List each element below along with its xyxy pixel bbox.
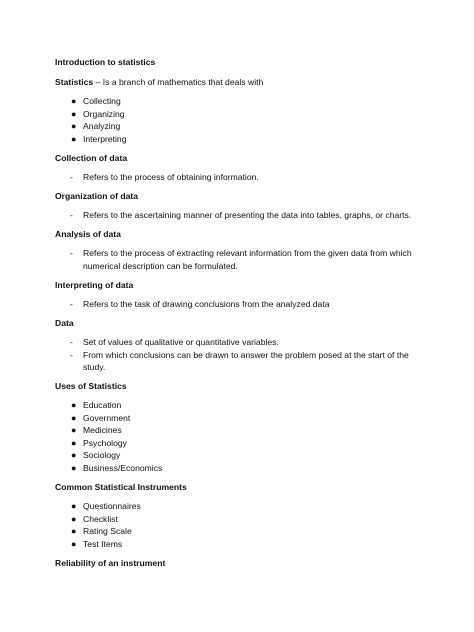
section-heading-collection: Collection of data xyxy=(55,153,128,163)
list-item: ● Education xyxy=(71,400,122,410)
list-item: ● Medicines xyxy=(71,425,122,436)
statistics-definition xyxy=(55,76,425,89)
list-item: ● Analyzing xyxy=(71,121,121,132)
bullet-icon: ● xyxy=(71,450,77,461)
bullet-icon: ● xyxy=(71,538,77,549)
list-item: - Refers to the process of obtaining information. xyxy=(70,172,259,182)
statistics-term: Statistics xyxy=(55,77,94,87)
bullet-icon: ● xyxy=(71,425,77,436)
list-item: ● Interpreting xyxy=(71,133,127,144)
list-item: ● Business/Economics xyxy=(71,462,163,473)
section-heading-analysis: Analysis of data xyxy=(55,229,121,239)
dash-marker: - xyxy=(70,299,73,309)
dash-marker: - xyxy=(70,172,73,182)
list-item: - From which conclusions can be drawn to answer the problem posed at the start of the study. xyxy=(70,349,409,373)
bullet-icon: ● xyxy=(71,96,77,106)
list-item: ● Collecting xyxy=(71,96,121,106)
section-heading-reliability: Reliability of an instrument xyxy=(55,558,166,568)
dash-marker: - xyxy=(70,337,73,347)
list-item: - Refers to the task of drawing conclusions from the analyzed data xyxy=(70,299,330,309)
data-list xyxy=(55,336,425,374)
bullet-icon: ● xyxy=(71,526,77,537)
bullet-icon: ● xyxy=(71,513,77,524)
list-item: ● Organizing xyxy=(71,108,125,119)
collection-list xyxy=(55,171,425,184)
document-title: Introduction to statistics xyxy=(55,57,156,67)
section-heading-instruments: Common Statistical Instruments xyxy=(55,482,187,492)
list-item: ● Checklist xyxy=(71,513,118,524)
section-heading-uses: Uses of Statistics xyxy=(55,381,127,391)
bullet-icon: ● xyxy=(71,133,77,144)
analysis-list xyxy=(55,247,425,272)
bullet-icon: ● xyxy=(71,400,77,410)
dash-marker: - xyxy=(70,349,73,360)
statistics-bullet-list xyxy=(55,95,425,145)
uses-bullet-list xyxy=(55,399,425,475)
list-item: ● Rating Scale xyxy=(71,526,132,537)
list-item: ● Government xyxy=(71,412,131,423)
section-heading-interpreting: Interpreting of data xyxy=(55,280,134,290)
instruments-bullet-list xyxy=(55,500,425,550)
bullet-icon: ● xyxy=(71,437,77,448)
bullet-icon: ● xyxy=(71,501,77,511)
bullet-icon: ● xyxy=(71,412,77,423)
bullet-icon: ● xyxy=(71,108,77,119)
section-heading-organization: Organization of data xyxy=(55,191,139,201)
interpreting-list xyxy=(55,298,425,311)
bullet-icon: ● xyxy=(71,462,77,473)
bullet-icon: ● xyxy=(71,121,77,132)
organization-list xyxy=(55,209,425,222)
list-item: ● Sociology xyxy=(71,450,121,461)
list-item: ● Questionnaires xyxy=(71,501,141,511)
list-item: ● Test Items xyxy=(71,538,123,549)
list-item: - Set of values of qualitative or quantitative variables. xyxy=(70,337,279,347)
statistics-definition-text: – Is a branch of mathematics that deals with xyxy=(93,77,264,87)
list-item: - Refers to the process of extracting relevant information from the given data from which numerical description can be formulated. xyxy=(70,248,412,271)
section-heading-data: Data xyxy=(55,318,74,328)
list-item: - Refers to the ascertaining manner of presenting the data into tables, graphs, or charts. xyxy=(70,210,412,220)
list-item: ● Psychology xyxy=(71,437,127,448)
dash-marker: - xyxy=(70,248,73,258)
dash-marker: - xyxy=(70,210,73,220)
